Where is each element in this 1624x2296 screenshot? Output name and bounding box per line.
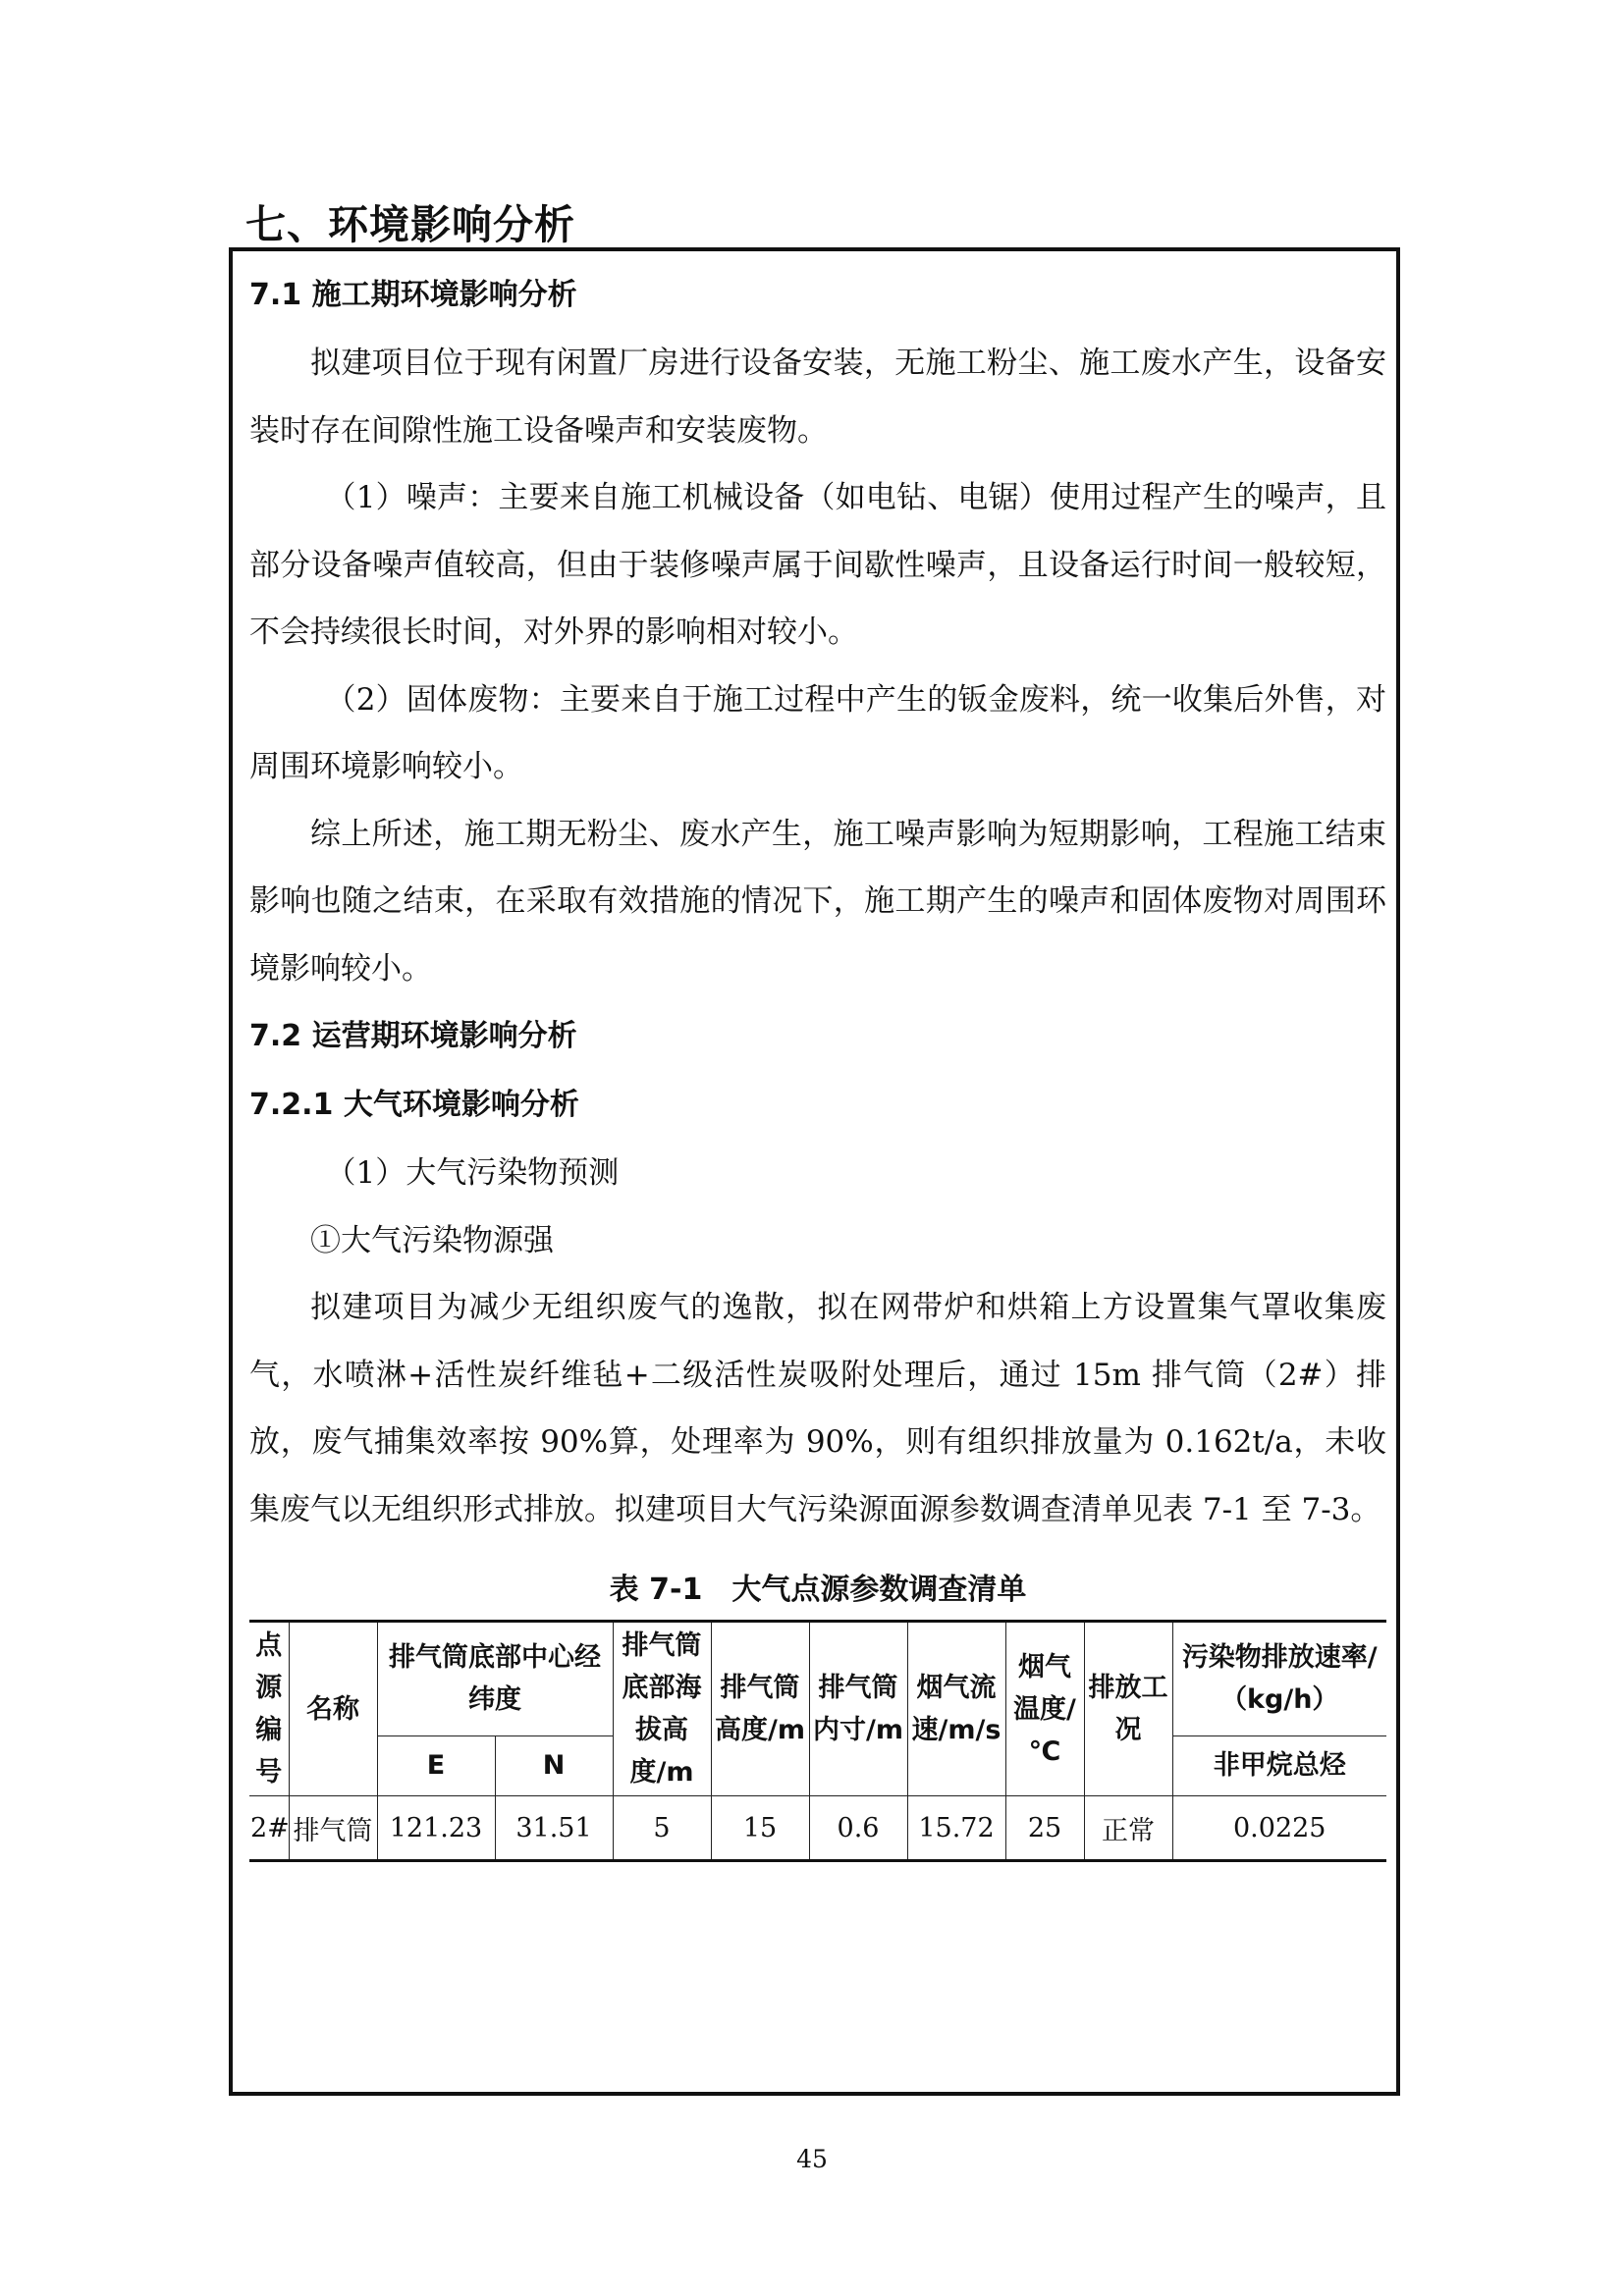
header-emission-rate: 污染物排放速率/（kg/h） <box>1172 1622 1386 1736</box>
table-row <box>249 1796 1386 1861</box>
header-name: 名称 <box>289 1622 377 1796</box>
cell-id: 2# <box>249 1796 289 1861</box>
point-source-table <box>249 1620 1386 1862</box>
section-7-1-intro: 拟建项目位于现有闲置厂房进行设备安装，无施工粉尘、施工废水产生，设备安装时存在间隙性施工设备噪声和安装废物。 <box>249 346 1386 449</box>
header-latitude-n: N <box>495 1735 613 1795</box>
cell-gas-velocity: 15.72 <box>907 1796 1005 1861</box>
cell-name: 排气筒 <box>289 1796 377 1861</box>
header-base-elevation: 排气筒底部海拔高度/m <box>613 1622 711 1796</box>
item-1-1-heading: ①大气污染物源强 <box>310 1222 554 1258</box>
header-gas-temperature: 烟气温度/℃ <box>1005 1622 1084 1796</box>
summary-paragraph: 综上所述，施工期无粉尘、废水产生，施工噪声影响为短期影响，工程施工结束影响也随之结束，在采取有效措施的情况下，施工期产生的噪声和固体废物对周围环境影响较小。 <box>249 816 1386 987</box>
cell-stack-height: 15 <box>711 1796 809 1861</box>
item-1-heading: （1）大气污染物预测 <box>325 1155 620 1191</box>
content-body <box>249 261 1386 1862</box>
header-inner-diameter: 排气筒内寸/m <box>809 1622 907 1796</box>
header-emission-condition: 排放工况 <box>1084 1622 1172 1796</box>
section-7-1-title: 7.1 施工期环境影响分析 <box>249 278 577 312</box>
cell-emission-condition: 正常 <box>1084 1796 1172 1861</box>
header-stack-height: 排气筒高度/m <box>711 1622 809 1796</box>
cell-inner-diameter: 0.6 <box>809 1796 907 1861</box>
section-7-2-title: 7.2 运营期环境影响分析 <box>249 1019 577 1053</box>
section-7-2-1-title: 7.2.1 大气环境影响分析 <box>249 1088 579 1122</box>
cell-gas-temperature: 25 <box>1005 1796 1084 1861</box>
table-header-row-1 <box>249 1622 1386 1736</box>
page-number: 45 <box>796 2145 828 2173</box>
cell-nmhc-rate: 0.0225 <box>1172 1796 1386 1861</box>
noise-paragraph: （1）噪声：主要来自施工机械设备（如电钻、电锯）使用过程产生的噪声，且部分设备噪声值较高，但由于装修噪声属于间歇性噪声，且设备运行时间一般较短，不会持续很长时间，对外界的影响相对较小。 <box>249 480 1386 650</box>
cell-e: 121.23 <box>377 1796 495 1861</box>
header-nmhc: 非甲烷总烃 <box>1172 1735 1386 1795</box>
header-center-coords: 排气筒底部中心经纬度 <box>377 1622 613 1736</box>
chapter-title: 七、环境影响分析 <box>245 201 575 248</box>
header-longitude-e: E <box>377 1735 495 1795</box>
solid-waste-paragraph: （2）固体废物：主要来自于施工过程中产生的钣金废料，统一收集后外售，对周围环境影响较小。 <box>249 681 1386 784</box>
header-gas-velocity: 烟气流速/m/s <box>907 1622 1005 1796</box>
cell-base-elevation: 5 <box>613 1796 711 1861</box>
emission-paragraph: 拟建项目为减少无组织废气的逸散，拟在网带炉和烘箱上方设置集气罩收集废气，水喷淋+活性炭纤维毡+二级活性炭吸附处理后，通过 15m 排气筒（2#）排放，废气捕集效率按 90%算，处理率为 90%，则有组织排放量为 0.162t/a，未收集废气以无组织形式排放。拟建项目大气污染源面源参数调查清单见表 7-1 至 7-3。 <box>249 1290 1386 1527</box>
table-caption: 表 7-1 大气点源参数调查清单 <box>609 1573 1027 1607</box>
cell-n: 31.51 <box>495 1796 613 1861</box>
content-frame <box>229 247 1400 2096</box>
header-point-source-id: 点源编号 <box>249 1622 289 1796</box>
